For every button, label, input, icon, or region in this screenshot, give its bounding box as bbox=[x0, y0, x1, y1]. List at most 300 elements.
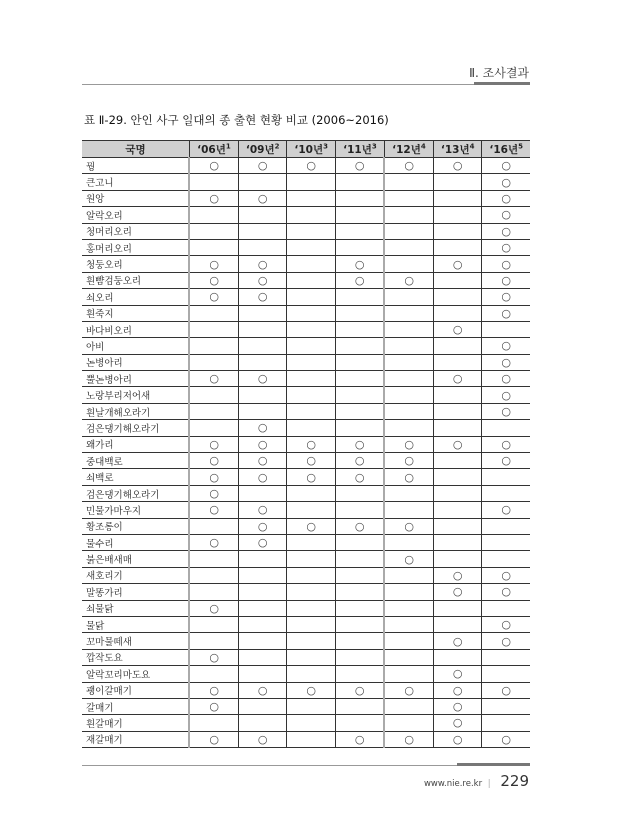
presence-cell bbox=[238, 551, 287, 567]
table-row bbox=[82, 485, 530, 501]
species-name: 뿔논병아리 bbox=[82, 371, 189, 387]
presence-cell: ○ bbox=[189, 190, 238, 206]
presence-cell bbox=[433, 453, 482, 469]
species-name: 깝작도요 bbox=[82, 649, 189, 665]
presence-cell bbox=[384, 600, 433, 616]
presence-cell: ○ bbox=[433, 567, 482, 583]
presence-cell bbox=[335, 354, 384, 370]
species-name: 말똥가리 bbox=[82, 584, 189, 600]
header-rule-accent bbox=[474, 82, 530, 85]
presence-cell bbox=[433, 174, 482, 190]
table-row bbox=[82, 256, 530, 272]
species-name: 노랑부리저어새 bbox=[82, 387, 189, 403]
presence-cell bbox=[335, 698, 384, 714]
presence-cell bbox=[335, 338, 384, 354]
presence-cell: ○ bbox=[335, 158, 384, 174]
presence-cell bbox=[287, 321, 336, 337]
presence-cell bbox=[238, 649, 287, 665]
table-row bbox=[82, 338, 530, 354]
presence-cell bbox=[384, 223, 433, 239]
presence-cell bbox=[384, 403, 433, 419]
presence-cell bbox=[189, 551, 238, 567]
presence-cell bbox=[384, 207, 433, 223]
table-row bbox=[82, 469, 530, 485]
presence-cell: ○ bbox=[482, 174, 530, 190]
presence-cell bbox=[335, 534, 384, 550]
presence-cell bbox=[433, 387, 482, 403]
presence-cell bbox=[482, 469, 530, 485]
presence-cell: ○ bbox=[433, 666, 482, 682]
presence-cell bbox=[335, 616, 384, 632]
table-row bbox=[82, 633, 530, 649]
presence-cell: ○ bbox=[433, 698, 482, 714]
presence-cell: ○ bbox=[238, 420, 287, 436]
presence-cell: ○ bbox=[189, 731, 238, 747]
presence-cell: ○ bbox=[238, 371, 287, 387]
presence-cell: ○ bbox=[384, 518, 433, 534]
year-label: ‘12년 bbox=[392, 143, 421, 156]
presence-cell: ○ bbox=[335, 256, 384, 272]
presence-cell bbox=[433, 534, 482, 550]
presence-cell bbox=[238, 239, 287, 255]
presence-cell bbox=[287, 305, 336, 321]
presence-cell bbox=[189, 354, 238, 370]
table-row bbox=[82, 239, 530, 255]
presence-cell bbox=[287, 272, 336, 288]
presence-cell bbox=[482, 649, 530, 665]
presence-cell bbox=[335, 551, 384, 567]
presence-cell bbox=[433, 469, 482, 485]
presence-cell: ○ bbox=[238, 256, 287, 272]
presence-cell bbox=[189, 207, 238, 223]
presence-cell bbox=[287, 403, 336, 419]
presence-cell bbox=[335, 633, 384, 649]
presence-cell bbox=[433, 600, 482, 616]
presence-cell: ○ bbox=[189, 534, 238, 550]
presence-cell: ○ bbox=[482, 354, 530, 370]
presence-cell bbox=[384, 633, 433, 649]
presence-cell bbox=[189, 633, 238, 649]
presence-cell bbox=[238, 666, 287, 682]
presence-cell bbox=[384, 666, 433, 682]
presence-cell: ○ bbox=[482, 305, 530, 321]
presence-cell: ○ bbox=[287, 453, 336, 469]
page-number: 229 bbox=[500, 772, 529, 790]
presence-cell bbox=[335, 403, 384, 419]
presence-cell: ○ bbox=[433, 321, 482, 337]
species-name: 왜가리 bbox=[82, 436, 189, 452]
presence-cell bbox=[384, 698, 433, 714]
presence-cell bbox=[189, 420, 238, 436]
presence-cell bbox=[238, 403, 287, 419]
presence-cell: ○ bbox=[384, 436, 433, 452]
presence-cell bbox=[433, 190, 482, 206]
presence-cell bbox=[384, 387, 433, 403]
presence-cell: ○ bbox=[482, 584, 530, 600]
species-name: 청둥오리 bbox=[82, 256, 189, 272]
presence-cell bbox=[189, 584, 238, 600]
presence-cell: ○ bbox=[482, 256, 530, 272]
table-row bbox=[82, 174, 530, 190]
species-name: 물수리 bbox=[82, 534, 189, 550]
header-rule bbox=[82, 84, 530, 85]
presence-cell bbox=[335, 305, 384, 321]
presence-cell bbox=[384, 321, 433, 337]
presence-cell bbox=[189, 239, 238, 255]
presence-cell bbox=[287, 174, 336, 190]
presence-cell bbox=[238, 223, 287, 239]
presence-cell bbox=[287, 633, 336, 649]
presence-cell: ○ bbox=[482, 223, 530, 239]
presence-cell bbox=[384, 338, 433, 354]
presence-cell: ○ bbox=[287, 436, 336, 452]
species-name: 쇠물닭 bbox=[82, 600, 189, 616]
table-row bbox=[82, 387, 530, 403]
species-name: 황조롱이 bbox=[82, 518, 189, 534]
presence-cell: ○ bbox=[189, 453, 238, 469]
table-row bbox=[82, 289, 530, 305]
presence-cell bbox=[335, 420, 384, 436]
presence-cell bbox=[287, 584, 336, 600]
presence-cell: ○ bbox=[189, 682, 238, 698]
presence-cell bbox=[335, 207, 384, 223]
presence-cell bbox=[238, 338, 287, 354]
presence-cell bbox=[335, 584, 384, 600]
presence-cell bbox=[335, 502, 384, 518]
table-row bbox=[82, 420, 530, 436]
presence-cell bbox=[482, 485, 530, 501]
species-name: 큰고니 bbox=[82, 174, 189, 190]
presence-cell bbox=[287, 731, 336, 747]
presence-cell: ○ bbox=[482, 502, 530, 518]
presence-cell bbox=[335, 485, 384, 501]
table-row bbox=[82, 502, 530, 518]
table-row bbox=[82, 584, 530, 600]
presence-cell: ○ bbox=[238, 453, 287, 469]
presence-cell bbox=[238, 387, 287, 403]
presence-cell: ○ bbox=[433, 256, 482, 272]
presence-cell bbox=[238, 616, 287, 632]
table-row bbox=[82, 223, 530, 239]
presence-cell: ○ bbox=[189, 436, 238, 452]
presence-cell bbox=[189, 223, 238, 239]
presence-cell: ○ bbox=[433, 731, 482, 747]
presence-cell: ○ bbox=[482, 207, 530, 223]
presence-cell bbox=[384, 485, 433, 501]
presence-cell: ○ bbox=[238, 731, 287, 747]
presence-cell: ○ bbox=[482, 371, 530, 387]
presence-cell bbox=[384, 289, 433, 305]
presence-cell bbox=[287, 502, 336, 518]
presence-cell: ○ bbox=[433, 436, 482, 452]
presence-cell bbox=[238, 485, 287, 501]
presence-cell bbox=[189, 321, 238, 337]
year-column-header bbox=[482, 141, 530, 158]
presence-cell bbox=[482, 698, 530, 714]
presence-cell bbox=[335, 223, 384, 239]
table-row bbox=[82, 453, 530, 469]
table-row bbox=[82, 518, 530, 534]
presence-cell bbox=[189, 715, 238, 731]
presence-cell: ○ bbox=[384, 158, 433, 174]
presence-cell: ○ bbox=[384, 551, 433, 567]
presence-cell bbox=[335, 649, 384, 665]
presence-cell bbox=[238, 600, 287, 616]
presence-cell bbox=[482, 420, 530, 436]
presence-cell bbox=[189, 387, 238, 403]
presence-cell bbox=[482, 551, 530, 567]
presence-cell bbox=[482, 518, 530, 534]
presence-cell bbox=[384, 239, 433, 255]
presence-cell bbox=[482, 666, 530, 682]
presence-cell: ○ bbox=[482, 272, 530, 288]
species-name: 갈매기 bbox=[82, 698, 189, 714]
presence-cell bbox=[335, 387, 384, 403]
presence-cell bbox=[433, 272, 482, 288]
year-column-header bbox=[238, 141, 287, 158]
species-name: 붉은배새매 bbox=[82, 551, 189, 567]
presence-cell: ○ bbox=[335, 272, 384, 288]
presence-cell bbox=[433, 485, 482, 501]
presence-cell bbox=[335, 174, 384, 190]
presence-cell bbox=[384, 567, 433, 583]
presence-cell bbox=[287, 551, 336, 567]
presence-cell bbox=[384, 354, 433, 370]
presence-cell: ○ bbox=[433, 371, 482, 387]
species-name: 검은댕기해오라기 bbox=[82, 420, 189, 436]
presence-cell bbox=[433, 649, 482, 665]
presence-cell bbox=[384, 584, 433, 600]
table-row bbox=[82, 682, 530, 698]
presence-cell bbox=[335, 371, 384, 387]
presence-cell bbox=[287, 534, 336, 550]
presence-cell bbox=[433, 354, 482, 370]
species-name: 홍머리오리 bbox=[82, 239, 189, 255]
presence-cell bbox=[433, 239, 482, 255]
presence-cell bbox=[238, 715, 287, 731]
presence-cell: ○ bbox=[189, 698, 238, 714]
presence-cell bbox=[433, 420, 482, 436]
species-name: 흰날개해오라기 bbox=[82, 403, 189, 419]
table-row bbox=[82, 436, 530, 452]
presence-cell bbox=[287, 666, 336, 682]
presence-cell bbox=[335, 666, 384, 682]
species-name: 아비 bbox=[82, 338, 189, 354]
species-name: 쇠백로 bbox=[82, 469, 189, 485]
presence-cell: ○ bbox=[384, 469, 433, 485]
presence-cell bbox=[433, 518, 482, 534]
species-name: 알락오리 bbox=[82, 207, 189, 223]
presence-cell: ○ bbox=[238, 272, 287, 288]
presence-cell: ○ bbox=[238, 289, 287, 305]
presence-cell: ○ bbox=[189, 256, 238, 272]
table-row bbox=[82, 371, 530, 387]
table-caption: 표 Ⅱ-29. 안인 사구 일대의 종 출현 현황 비교 (2006~2016) bbox=[84, 113, 389, 127]
year-label: ‘10년 bbox=[294, 143, 324, 156]
presence-cell: ○ bbox=[482, 731, 530, 747]
footnote-marker: 4 bbox=[420, 142, 426, 150]
year-column-header bbox=[287, 141, 336, 158]
presence-cell bbox=[287, 567, 336, 583]
table-row bbox=[82, 616, 530, 632]
presence-cell: ○ bbox=[238, 158, 287, 174]
presence-cell bbox=[287, 420, 336, 436]
presence-cell bbox=[238, 174, 287, 190]
footnote-marker: 5 bbox=[518, 142, 524, 150]
species-name: 재갈매기 bbox=[82, 731, 189, 747]
presence-cell bbox=[287, 600, 336, 616]
presence-cell bbox=[335, 289, 384, 305]
species-name: 청머리오리 bbox=[82, 223, 189, 239]
presence-cell: ○ bbox=[189, 600, 238, 616]
year-label: ‘09년 bbox=[245, 143, 275, 156]
presence-cell: ○ bbox=[189, 289, 238, 305]
presence-cell bbox=[189, 305, 238, 321]
species-name: 중대백로 bbox=[82, 453, 189, 469]
presence-cell: ○ bbox=[189, 158, 238, 174]
table-header-row bbox=[82, 141, 530, 158]
presence-cell: ○ bbox=[384, 272, 433, 288]
presence-cell: ○ bbox=[238, 436, 287, 452]
presence-cell bbox=[335, 239, 384, 255]
presence-cell: ○ bbox=[238, 518, 287, 534]
presence-cell bbox=[482, 715, 530, 731]
presence-cell bbox=[384, 649, 433, 665]
presence-cell: ○ bbox=[433, 633, 482, 649]
presence-cell bbox=[433, 305, 482, 321]
species-name: 물닭 bbox=[82, 616, 189, 632]
presence-cell: ○ bbox=[238, 502, 287, 518]
presence-cell bbox=[433, 551, 482, 567]
year-column-header bbox=[384, 141, 433, 158]
presence-cell bbox=[433, 616, 482, 632]
presence-cell: ○ bbox=[384, 453, 433, 469]
table-row bbox=[82, 715, 530, 731]
species-name: 흰갈매기 bbox=[82, 715, 189, 731]
presence-cell bbox=[287, 616, 336, 632]
footnote-marker: 4 bbox=[469, 142, 475, 150]
presence-cell bbox=[287, 371, 336, 387]
footnote-marker: 2 bbox=[274, 142, 280, 150]
name-column-header: 국명 bbox=[82, 141, 189, 158]
presence-cell: ○ bbox=[482, 616, 530, 632]
presence-cell bbox=[287, 715, 336, 731]
presence-cell bbox=[189, 616, 238, 632]
species-name: 원앙 bbox=[82, 190, 189, 206]
presence-cell bbox=[238, 207, 287, 223]
presence-cell: ○ bbox=[335, 682, 384, 698]
presence-cell bbox=[384, 502, 433, 518]
presence-cell bbox=[384, 371, 433, 387]
presence-cell bbox=[335, 567, 384, 583]
year-label: ‘16년 bbox=[489, 143, 519, 156]
presence-cell bbox=[482, 321, 530, 337]
presence-cell bbox=[287, 354, 336, 370]
presence-cell: ○ bbox=[287, 469, 336, 485]
species-name: 논병아리 bbox=[82, 354, 189, 370]
presence-cell: ○ bbox=[189, 469, 238, 485]
presence-cell: ○ bbox=[482, 190, 530, 206]
presence-cell bbox=[189, 567, 238, 583]
presence-cell bbox=[189, 174, 238, 190]
presence-cell: ○ bbox=[482, 633, 530, 649]
table-row bbox=[82, 207, 530, 223]
presence-cell bbox=[189, 403, 238, 419]
presence-cell bbox=[287, 338, 336, 354]
presence-cell bbox=[384, 256, 433, 272]
presence-cell: ○ bbox=[482, 387, 530, 403]
presence-cell bbox=[433, 207, 482, 223]
table-row bbox=[82, 698, 530, 714]
presence-cell bbox=[335, 190, 384, 206]
presence-cell bbox=[238, 633, 287, 649]
site-url: www.nie.re.kr bbox=[423, 779, 483, 789]
presence-cell: ○ bbox=[482, 567, 530, 583]
presence-cell: ○ bbox=[482, 239, 530, 255]
presence-cell bbox=[238, 698, 287, 714]
chapter-header: Ⅱ. 조사결과 bbox=[469, 66, 529, 80]
presence-cell bbox=[384, 715, 433, 731]
presence-cell: ○ bbox=[384, 731, 433, 747]
presence-cell bbox=[238, 305, 287, 321]
presence-cell: ○ bbox=[384, 682, 433, 698]
presence-cell bbox=[238, 584, 287, 600]
year-label: ‘06년 bbox=[197, 143, 226, 156]
presence-cell bbox=[189, 518, 238, 534]
presence-cell bbox=[384, 305, 433, 321]
footnote-marker: 1 bbox=[225, 142, 231, 150]
species-table bbox=[82, 140, 530, 748]
presence-cell bbox=[287, 256, 336, 272]
presence-cell bbox=[384, 174, 433, 190]
presence-cell: ○ bbox=[287, 682, 336, 698]
presence-cell: ○ bbox=[335, 436, 384, 452]
table-row bbox=[82, 305, 530, 321]
presence-cell: ○ bbox=[189, 502, 238, 518]
species-name: 새호리기 bbox=[82, 567, 189, 583]
presence-cell: ○ bbox=[482, 158, 530, 174]
presence-cell bbox=[287, 649, 336, 665]
presence-cell bbox=[287, 190, 336, 206]
table-row bbox=[82, 403, 530, 419]
presence-cell bbox=[287, 289, 336, 305]
presence-cell bbox=[482, 534, 530, 550]
species-name: 알락꼬리마도요 bbox=[82, 666, 189, 682]
table-row bbox=[82, 649, 530, 665]
table-row bbox=[82, 567, 530, 583]
footer-rule-accent bbox=[457, 763, 530, 766]
table-row bbox=[82, 666, 530, 682]
presence-cell bbox=[287, 485, 336, 501]
presence-cell bbox=[287, 698, 336, 714]
year-label: ‘11년 bbox=[343, 143, 372, 156]
presence-cell bbox=[335, 321, 384, 337]
presence-cell: ○ bbox=[482, 338, 530, 354]
presence-cell: ○ bbox=[433, 584, 482, 600]
presence-cell: ○ bbox=[287, 518, 336, 534]
presence-cell bbox=[287, 239, 336, 255]
presence-cell bbox=[238, 354, 287, 370]
presence-cell bbox=[433, 338, 482, 354]
presence-cell: ○ bbox=[482, 403, 530, 419]
table-row bbox=[82, 731, 530, 747]
presence-cell: ○ bbox=[482, 289, 530, 305]
presence-cell: ○ bbox=[482, 436, 530, 452]
presence-cell: ○ bbox=[433, 682, 482, 698]
year-label: ‘13년 bbox=[440, 143, 470, 156]
presence-cell: ○ bbox=[335, 469, 384, 485]
presence-cell bbox=[433, 223, 482, 239]
